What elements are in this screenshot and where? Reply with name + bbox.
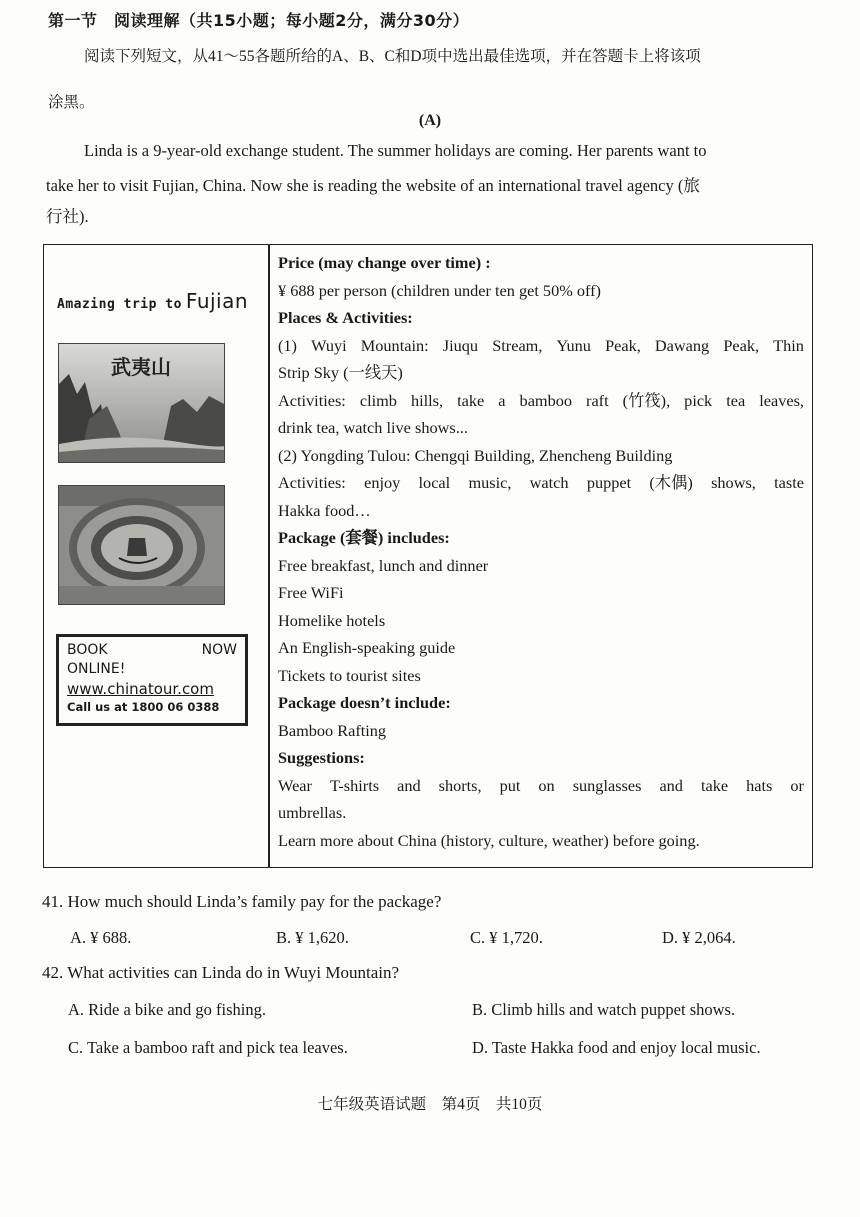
word: raft	[586, 390, 609, 410]
word: Peak,	[723, 335, 760, 355]
word: Jiuqu	[442, 335, 479, 355]
ad-title-prefix: Amazing trip to	[57, 297, 182, 312]
book-word: BOOK	[67, 642, 108, 658]
wuyi-line-1	[278, 332, 804, 360]
question-42-option-a[interactable]: A. Ride a bike and go fishing.	[68, 1000, 266, 1019]
wuyi-mountain-picture	[59, 344, 224, 462]
word: bamboo	[519, 390, 572, 410]
tulou-image	[58, 485, 225, 605]
word: enjoy	[364, 473, 401, 492]
word: Peak,	[605, 335, 641, 355]
word: leaves,	[759, 390, 804, 410]
word: Stream,	[492, 335, 543, 355]
column-divider	[268, 245, 270, 867]
package-item: Homelike hotels	[278, 610, 386, 630]
question-42-option-b[interactable]: B. Climb hills and watch puppet shows.	[472, 1000, 736, 1019]
suggestions-heading: Suggestions:	[278, 748, 365, 767]
wuyi-mountain-image	[58, 343, 225, 463]
wuyi-line-2: Strip Sky (一线天)	[278, 363, 403, 382]
word: take	[700, 775, 729, 795]
word: Activities:	[278, 390, 346, 410]
question-41-option-a[interactable]: A. ¥ 688.	[70, 928, 132, 947]
question-42-option-c[interactable]: C. Take a bamboo raft and pick tea leaves.	[68, 1038, 348, 1057]
word: tea	[726, 390, 746, 410]
package-item: Tickets to tourist sites	[278, 665, 421, 685]
book-now-box[interactable]	[56, 634, 248, 726]
tulou-activities-line-1	[278, 469, 804, 497]
word: put	[499, 775, 521, 795]
online-word: ONLINE!	[67, 661, 126, 677]
word: Mountain:	[360, 335, 429, 355]
word: and	[397, 775, 421, 795]
suggestion-1-line-2: umbrellas.	[278, 803, 347, 822]
word: shorts,	[438, 775, 482, 795]
word: hats	[746, 775, 773, 795]
package-item: Free breakfast, lunch and dinner	[278, 555, 489, 575]
question-41-option-c[interactable]: C. ¥ 1,720.	[470, 928, 543, 947]
word: shows,	[711, 473, 756, 492]
question-41-option-d[interactable]: D. ¥ 2,064.	[662, 928, 736, 947]
not-include-heading: Package doesn’t include:	[278, 693, 451, 712]
package-item: An English-speaking guide	[278, 638, 456, 657]
wuyi-activities-line-2: drink tea, watch live shows...	[278, 418, 468, 437]
word: and	[659, 775, 683, 795]
wuyi-activities-line-1	[278, 387, 804, 415]
word: (木偶)	[649, 473, 693, 492]
suggestion-2: Learn more about China (history, culture, weather) before going.	[278, 830, 700, 850]
word: Activities:	[278, 473, 346, 492]
word: sunglasses	[572, 775, 642, 795]
suggestion-1-line-1	[278, 772, 804, 800]
wuyi-image-caption: 武夷山	[111, 355, 171, 379]
now-word: NOW	[201, 642, 237, 658]
word: local	[418, 473, 451, 492]
word: take	[457, 390, 485, 410]
word: watch	[529, 473, 569, 492]
ad-title	[57, 289, 248, 313]
intro-line-1: Linda is a 9-year-old exchange student. The summer holidays are coming. Her parents want to	[84, 141, 707, 160]
price-text: ¥ 688 per person (children under ten get 50% off)	[278, 280, 601, 300]
not-include-item: Bamboo Rafting	[278, 720, 387, 740]
instructions-line-2: 涂黑。	[48, 94, 95, 111]
intro-line-2: take her to visit Fujian, China. Now she is reading the website of an international travel agency (旅	[46, 176, 700, 195]
word: Dawang	[654, 335, 710, 355]
website-link[interactable]: www.chinatour.com	[67, 680, 214, 698]
word: climb	[359, 390, 397, 410]
tulou-line: (2) Yongding Tulou: Chengqi Building, Zhencheng Building	[278, 445, 673, 465]
word: Thin	[773, 335, 804, 355]
question-42-stem: 42. What activities can Linda do in Wuyi Mountain?	[42, 963, 400, 982]
word: pick	[684, 390, 713, 410]
word: Wuyi	[311, 335, 347, 355]
question-41-stem: 41. How much should Linda’s family pay for the package?	[42, 892, 442, 911]
tulou-picture	[59, 486, 224, 604]
package-heading: Package (套餐) includes:	[278, 528, 450, 547]
phone-number: Call us at 1800 06 0388	[67, 700, 220, 714]
word: music,	[468, 473, 512, 492]
word: puppet	[586, 473, 632, 492]
word: (竹筏),	[622, 390, 671, 410]
page-footer: 七年级英语试题 第4页 共10页	[317, 1096, 543, 1113]
word: hills,	[410, 390, 444, 410]
question-42-option-d[interactable]: D. Taste Hakka food and enjoy local music.	[472, 1038, 761, 1057]
word: a	[498, 390, 506, 410]
instructions-line-1: 阅读下列短文，从41～55各题所给的A、B、C和D项中选出最佳选项，并在答题卡上将该项	[84, 48, 701, 65]
word: on	[538, 775, 555, 795]
ad-title-place: Fujian	[185, 289, 249, 313]
section-header: 第一节 阅读理解（共15小题；每小题2分，满分30分）	[48, 11, 470, 30]
book-now-row	[67, 641, 237, 659]
word: or	[790, 775, 804, 795]
travel-ad-table	[43, 244, 813, 868]
places-heading: Places & Activities:	[278, 308, 413, 327]
question-41-option-b[interactable]: B. ¥ 1,620.	[276, 928, 349, 947]
word: Wear	[278, 775, 312, 795]
word: taste	[774, 473, 804, 492]
word: Yunu	[556, 335, 591, 355]
word: T-shirts	[329, 775, 380, 795]
word: (1)	[278, 335, 297, 355]
tulou-activities-line-2: Hakka food…	[278, 500, 371, 520]
passage-label: (A)	[418, 112, 442, 129]
package-item: Free WiFi	[278, 583, 344, 602]
price-heading: Price (may change over time) :	[278, 253, 491, 272]
trip-details	[278, 249, 804, 854]
intro-line-3: 行社).	[46, 207, 89, 226]
